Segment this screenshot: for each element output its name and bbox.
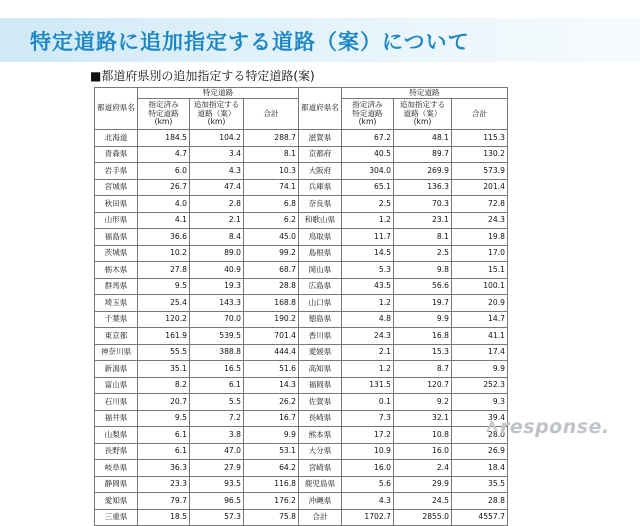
prefecture-cell-left: 秋田県 — [95, 196, 138, 213]
prefecture-cell-right: 広島県 — [299, 278, 342, 295]
added-km-cell-right: 15.3 — [393, 344, 451, 361]
total-km-cell-left: 6.2 — [244, 212, 299, 229]
prefecture-cell-right: 愛媛県 — [299, 344, 342, 361]
table-row — [95, 328, 508, 345]
prefecture-cell-left: 愛知県 — [95, 493, 138, 510]
specified-km-cell-left: 9.5 — [138, 278, 190, 295]
added-km-cell-right: 56.6 — [393, 278, 451, 295]
table-row — [95, 476, 508, 493]
added-km-cell-left: 2.8 — [190, 196, 244, 213]
added-km-cell-left: 7.2 — [190, 410, 244, 427]
table-row — [95, 229, 508, 246]
prefecture-cell-left: 栃木県 — [95, 262, 138, 279]
page-title: 特定道路に追加指定する道路（案）について — [30, 30, 470, 54]
table-row — [95, 196, 508, 213]
total-km-cell-right: 72.8 — [451, 196, 507, 213]
total-km-cell-right: 17.4 — [451, 344, 507, 361]
table-row — [95, 443, 508, 460]
header-group-right: 特定道路 — [341, 88, 507, 99]
added-km-cell-left: 6.1 — [190, 377, 244, 394]
prefecture-cell-right: 兵庫県 — [299, 179, 342, 196]
specified-km-cell-left: 36.6 — [138, 229, 190, 246]
added-km-cell-left: 2.1 — [190, 212, 244, 229]
specified-km-cell-right: 1702.7 — [341, 509, 393, 526]
header-prefecture-left: 都道府県名 — [95, 88, 138, 130]
prefecture-cell-right: 大阪府 — [299, 163, 342, 180]
specified-km-cell-right: 14.5 — [341, 245, 393, 262]
table-row — [95, 179, 508, 196]
total-km-cell-left: 9.9 — [244, 427, 299, 444]
prefecture-cell-right: 熊本県 — [299, 427, 342, 444]
specified-km-cell-right: 4.8 — [341, 311, 393, 328]
added-km-cell-right: 32.1 — [393, 410, 451, 427]
header-group-left: 特定道路 — [138, 88, 299, 99]
added-km-cell-left: 104.2 — [190, 130, 244, 147]
specified-km-cell-left: 4.7 — [138, 146, 190, 163]
total-km-cell-left: 288.7 — [244, 130, 299, 147]
prefecture-cell-left: 山梨県 — [95, 427, 138, 444]
total-km-cell-left: 6.8 — [244, 196, 299, 213]
total-km-cell-right: 100.1 — [451, 278, 507, 295]
added-km-cell-left: 70.0 — [190, 311, 244, 328]
specified-km-cell-right: 40.5 — [341, 146, 393, 163]
added-km-cell-left: 388.8 — [190, 344, 244, 361]
added-km-cell-left: 19.3 — [190, 278, 244, 295]
prefecture-cell-right: 徳島県 — [299, 311, 342, 328]
added-km-cell-left: 47.0 — [190, 443, 244, 460]
total-km-cell-right: 15.1 — [451, 262, 507, 279]
added-km-cell-right: 2.5 — [393, 245, 451, 262]
table-row — [95, 460, 508, 477]
total-km-cell-left: 14.3 — [244, 377, 299, 394]
specified-km-cell-right: 4.3 — [341, 493, 393, 510]
specified-km-cell-left: 120.2 — [138, 311, 190, 328]
specified-km-cell-right: 5.3 — [341, 262, 393, 279]
table-row — [95, 163, 508, 180]
total-km-cell-left: 68.7 — [244, 262, 299, 279]
specified-km-cell-left: 35.1 — [138, 361, 190, 378]
added-km-cell-right: 9.8 — [393, 262, 451, 279]
table-caption: ■都道府県別の追加指定する特定道路(案) — [90, 69, 315, 83]
added-km-cell-left: 40.9 — [190, 262, 244, 279]
specified-km-cell-right: 11.7 — [341, 229, 393, 246]
added-km-cell-left: 16.5 — [190, 361, 244, 378]
prefecture-cell-left: 福島県 — [95, 229, 138, 246]
total-km-cell-left: 45.0 — [244, 229, 299, 246]
specified-km-cell-left: 4.1 — [138, 212, 190, 229]
added-km-cell-right: 9.2 — [393, 394, 451, 411]
table-row — [95, 146, 508, 163]
road-table — [94, 87, 508, 526]
added-km-cell-right: 29.9 — [393, 476, 451, 493]
added-km-cell-left: 8.4 — [190, 229, 244, 246]
header-specified-right: 指定済み 特定道路 (km) — [341, 99, 393, 130]
total-km-cell-left: 701.4 — [244, 328, 299, 345]
total-km-cell-left: 444.4 — [244, 344, 299, 361]
specified-km-cell-right: 24.3 — [341, 328, 393, 345]
table-row — [95, 509, 508, 526]
prefecture-cell-left: 神奈川県 — [95, 344, 138, 361]
added-km-cell-right: 9.9 — [393, 311, 451, 328]
watermark-logo: response. — [500, 416, 610, 438]
specified-km-cell-right: 17.2 — [341, 427, 393, 444]
added-km-cell-left: 4.3 — [190, 163, 244, 180]
header-specified-left: 指定済み 特定道路 (km) — [138, 99, 190, 130]
total-km-cell-left: 26.2 — [244, 394, 299, 411]
table-row — [95, 311, 508, 328]
added-km-cell-right: 269.9 — [393, 163, 451, 180]
prefecture-cell-right: 山口県 — [299, 295, 342, 312]
added-km-cell-right: 16.8 — [393, 328, 451, 345]
added-km-cell-left: 5.5 — [190, 394, 244, 411]
specified-km-cell-right: 43.5 — [341, 278, 393, 295]
added-km-cell-right: 24.5 — [393, 493, 451, 510]
total-km-cell-right: 28.0 — [451, 427, 507, 444]
added-km-cell-left: 3.8 — [190, 427, 244, 444]
total-km-cell-right: 35.5 — [451, 476, 507, 493]
specified-km-cell-right: 1.2 — [341, 295, 393, 312]
specified-km-cell-right: 10.9 — [341, 443, 393, 460]
total-km-cell-left: 168.8 — [244, 295, 299, 312]
specified-km-cell-left: 79.7 — [138, 493, 190, 510]
specified-km-cell-right: 2.1 — [341, 344, 393, 361]
total-km-cell-right: 14.7 — [451, 311, 507, 328]
specified-km-cell-right: 1.2 — [341, 361, 393, 378]
header-added-right: 追加指定する 道路（案） (km) — [393, 99, 451, 130]
table-row — [95, 262, 508, 279]
specified-km-cell-left: 10.2 — [138, 245, 190, 262]
added-km-cell-right: 8.1 — [393, 229, 451, 246]
prefecture-cell-left: 山形県 — [95, 212, 138, 229]
total-km-cell-right: 28.8 — [451, 493, 507, 510]
header-total-left: 合計 — [244, 99, 299, 130]
specified-km-cell-left: 9.5 — [138, 410, 190, 427]
specified-km-cell-right: 131.5 — [341, 377, 393, 394]
total-km-cell-right: 19.8 — [451, 229, 507, 246]
total-km-cell-right: 39.4 — [451, 410, 507, 427]
total-km-cell-right: 26.9 — [451, 443, 507, 460]
total-km-cell-right: 20.9 — [451, 295, 507, 312]
total-km-cell-right: 9.3 — [451, 394, 507, 411]
added-km-cell-left: 27.9 — [190, 460, 244, 477]
specified-km-cell-right: 2.5 — [341, 196, 393, 213]
specified-km-cell-left: 8.2 — [138, 377, 190, 394]
specified-km-cell-right: 7.3 — [341, 410, 393, 427]
added-km-cell-right: 136.3 — [393, 179, 451, 196]
total-km-cell-right: 201.4 — [451, 179, 507, 196]
specified-km-cell-left: 6.0 — [138, 163, 190, 180]
table-row — [95, 344, 508, 361]
prefecture-cell-right: 佐賀県 — [299, 394, 342, 411]
total-km-cell-right: 41.1 — [451, 328, 507, 345]
added-km-cell-right: 16.0 — [393, 443, 451, 460]
prefecture-cell-left: 石川県 — [95, 394, 138, 411]
total-km-cell-right: 9.9 — [451, 361, 507, 378]
added-km-cell-right: 23.1 — [393, 212, 451, 229]
total-km-cell-right: 115.3 — [451, 130, 507, 147]
total-km-cell-left: 8.1 — [244, 146, 299, 163]
added-km-cell-right: 89.7 — [393, 146, 451, 163]
specified-km-cell-left: 6.1 — [138, 443, 190, 460]
table-row — [95, 295, 508, 312]
added-km-cell-right: 120.7 — [393, 377, 451, 394]
prefecture-cell-right: 高知県 — [299, 361, 342, 378]
added-km-cell-left: 57.3 — [190, 509, 244, 526]
prefecture-cell-left: 千葉県 — [95, 311, 138, 328]
prefecture-cell-left: 青森県 — [95, 146, 138, 163]
table-row — [95, 361, 508, 378]
table-row — [95, 410, 508, 427]
prefecture-cell-right: 合計 — [299, 509, 342, 526]
header-prefecture-right: 都道府県名 — [299, 88, 342, 130]
total-km-cell-left: 28.8 — [244, 278, 299, 295]
total-km-cell-left: 176.2 — [244, 493, 299, 510]
total-km-cell-left: 75.8 — [244, 509, 299, 526]
prefecture-cell-left: 新潟県 — [95, 361, 138, 378]
prefecture-cell-right: 鹿児島県 — [299, 476, 342, 493]
prefecture-cell-right: 福岡県 — [299, 377, 342, 394]
table-row — [95, 427, 508, 444]
specified-km-cell-right: 65.1 — [341, 179, 393, 196]
specified-km-cell-right: 16.0 — [341, 460, 393, 477]
added-km-cell-right: 10.8 — [393, 427, 451, 444]
total-km-cell-right: 18.4 — [451, 460, 507, 477]
table-row — [95, 212, 508, 229]
added-km-cell-right: 19.7 — [393, 295, 451, 312]
header-total-right: 合計 — [451, 99, 507, 130]
added-km-cell-left: 3.4 — [190, 146, 244, 163]
specified-km-cell-left: 161.9 — [138, 328, 190, 345]
prefecture-cell-right: 和歌山県 — [299, 212, 342, 229]
total-km-cell-left: 53.1 — [244, 443, 299, 460]
total-km-cell-right: 24.3 — [451, 212, 507, 229]
prefecture-cell-left: 岐阜県 — [95, 460, 138, 477]
specified-km-cell-left: 36.3 — [138, 460, 190, 477]
prefecture-cell-left: 北海道 — [95, 130, 138, 147]
prefecture-cell-right: 香川県 — [299, 328, 342, 345]
total-km-cell-right: 252.3 — [451, 377, 507, 394]
header-added-left: 追加指定する 道路（案） (km) — [190, 99, 244, 130]
specified-km-cell-left: 26.7 — [138, 179, 190, 196]
prefecture-cell-right: 京都府 — [299, 146, 342, 163]
total-km-cell-right: 17.0 — [451, 245, 507, 262]
prefecture-cell-right: 島根県 — [299, 245, 342, 262]
total-km-cell-left: 190.2 — [244, 311, 299, 328]
response-logo-icon — [485, 420, 499, 434]
specified-km-cell-left: 20.7 — [138, 394, 190, 411]
specified-km-cell-right: 5.6 — [341, 476, 393, 493]
specified-km-cell-left: 55.5 — [138, 344, 190, 361]
prefecture-cell-left: 群馬県 — [95, 278, 138, 295]
added-km-cell-left: 89.0 — [190, 245, 244, 262]
added-km-cell-right: 48.1 — [393, 130, 451, 147]
specified-km-cell-left: 4.0 — [138, 196, 190, 213]
table-row — [95, 245, 508, 262]
added-km-cell-left: 47.4 — [190, 179, 244, 196]
specified-km-cell-left: 27.8 — [138, 262, 190, 279]
prefecture-cell-left: 岩手県 — [95, 163, 138, 180]
added-km-cell-left: 539.5 — [190, 328, 244, 345]
specified-km-cell-right: 1.2 — [341, 212, 393, 229]
total-km-cell-left: 10.3 — [244, 163, 299, 180]
prefecture-cell-right: 長崎県 — [299, 410, 342, 427]
total-km-cell-left: 99.2 — [244, 245, 299, 262]
total-km-cell-left: 74.1 — [244, 179, 299, 196]
total-km-cell-left: 16.7 — [244, 410, 299, 427]
prefecture-cell-left: 埼玉県 — [95, 295, 138, 312]
prefecture-cell-left: 長野県 — [95, 443, 138, 460]
prefecture-cell-right: 鳥取県 — [299, 229, 342, 246]
total-km-cell-right: 573.9 — [451, 163, 507, 180]
added-km-cell-left: 96.5 — [190, 493, 244, 510]
prefecture-cell-left: 三重県 — [95, 509, 138, 526]
specified-km-cell-left: 18.5 — [138, 509, 190, 526]
prefecture-cell-left: 富山県 — [95, 377, 138, 394]
prefecture-cell-left: 東京都 — [95, 328, 138, 345]
specified-km-cell-left: 23.3 — [138, 476, 190, 493]
prefecture-cell-right: 岡山県 — [299, 262, 342, 279]
added-km-cell-right: 2.4 — [393, 460, 451, 477]
added-km-cell-right: 2855.0 — [393, 509, 451, 526]
prefecture-cell-left: 宮城県 — [95, 179, 138, 196]
added-km-cell-right: 8.7 — [393, 361, 451, 378]
specified-km-cell-left: 6.1 — [138, 427, 190, 444]
table-row — [95, 130, 508, 147]
table-row — [95, 493, 508, 510]
table-header-row — [95, 88, 508, 99]
total-km-cell-right: 130.2 — [451, 146, 507, 163]
specified-km-cell-left: 25.4 — [138, 295, 190, 312]
prefecture-cell-right: 滋賀県 — [299, 130, 342, 147]
prefecture-cell-right: 大分県 — [299, 443, 342, 460]
prefecture-cell-left: 静岡県 — [95, 476, 138, 493]
specified-km-cell-left: 184.5 — [138, 130, 190, 147]
prefecture-cell-right: 沖縄県 — [299, 493, 342, 510]
specified-km-cell-right: 67.2 — [341, 130, 393, 147]
prefecture-cell-left: 福井県 — [95, 410, 138, 427]
total-km-cell-left: 64.2 — [244, 460, 299, 477]
added-km-cell-right: 70.3 — [393, 196, 451, 213]
total-km-cell-right: 4557.7 — [451, 509, 507, 526]
specified-km-cell-right: 0.1 — [341, 394, 393, 411]
prefecture-cell-left: 茨城県 — [95, 245, 138, 262]
prefecture-cell-right: 奈良県 — [299, 196, 342, 213]
total-km-cell-left: 116.8 — [244, 476, 299, 493]
prefecture-cell-right: 宮崎県 — [299, 460, 342, 477]
total-km-cell-left: 51.6 — [244, 361, 299, 378]
specified-km-cell-right: 304.0 — [341, 163, 393, 180]
table-row — [95, 278, 508, 295]
table-row — [95, 394, 508, 411]
table-body — [95, 130, 508, 526]
table-row — [95, 377, 508, 394]
added-km-cell-left: 93.5 — [190, 476, 244, 493]
added-km-cell-left: 143.3 — [190, 295, 244, 312]
